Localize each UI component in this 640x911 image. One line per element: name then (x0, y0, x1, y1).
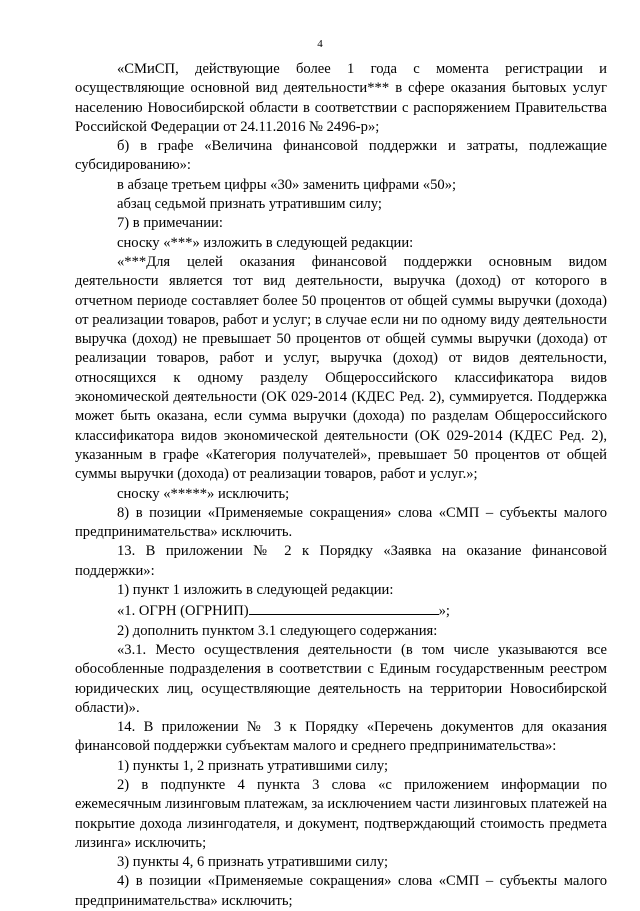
fill-in-blank (249, 600, 439, 615)
document-body (75, 60, 607, 911)
paragraph: 13. В приложении № 2 к Порядку «Заявка на оказание финансовой поддержки»: (75, 543, 607, 579)
paragraph-ogrn (75, 600, 607, 621)
paragraph: 2) в подпункте 4 пункта 3 слова «с приложением информации по ежемесячным лизинговым платежам, за исключением части лизинговых платежей на покрытие дохода лизингодателя, и документ, подтверждающий стоимость предмета лизинга» исключить; (75, 776, 607, 851)
ogrn-label: «1. ОГРН (ОГРНИП) (117, 603, 249, 620)
paragraph: 7) в примечании: (117, 215, 223, 232)
paragraph: 14. В приложении № 3 к Порядку «Перечень документов для оказания финансовой поддержки субъектам малого и среднего предпринимательства»: (75, 719, 607, 755)
paragraph: 3) пункты 4, 6 признать утратившими силу; (117, 854, 389, 871)
paragraph: 1) пункт 1 изложить в следующей редакции: (117, 582, 394, 599)
page-number: 4 (317, 38, 323, 50)
paragraph: абзац седьмой признать утратившим силу; (117, 196, 382, 213)
paragraph: сноску «***» изложить в следующей редакции: (117, 234, 414, 251)
paragraph: сноску «*****» исключить; (117, 485, 290, 502)
paragraph: 8) в позиции «Применяемые сокращения» слова «СМП – субъекты малого предпринимательства» исключить. (75, 504, 607, 541)
paragraph: «3.1. Место осуществления деятельности (в том числе указываются все обособленные подразделения в соответствии с Единым государственным реестром юридических лиц, осуществляющие деятельность на территории Новосибирской области)». (75, 641, 607, 716)
paragraph: «***Для целей оказания финансовой поддержки основным видом деятельности является тот вид деятельности, выручка (доход) от которого в отчетном периоде составляет более 50 процентов от общей суммы выручки (дохода) от реализации товаров, работ и услуг; в случае если ни по одному виду деятельности выручка (доход) не превышает 50 процентов от общей суммы выручки (дохода) от реализации товаров, работ и услуг, выручка (доход) от видов деятельности, относящихся к одному разделу Общероссийского классификатора видов экономической деятельности (ОК 029-2014 (КДЕС Ред. 2), суммируется. Поддержка может быть оказана, если сумма выручки (дохода) по разделам Общероссийского классификатора видов экономической деятельности (ОК 029-2014 (КДЕС Ред. 2), указанным в графе «Категория получателей», превышает 50 процентов от общей суммы выручки (дохода) от реализации товаров, работ и услуг.»; (75, 253, 607, 483)
paragraph: в абзаце третьем цифры «30» заменить цифрами «50»; (117, 176, 457, 193)
ogrn-closing: »; (438, 603, 450, 620)
paragraph: 2) дополнить пунктом 3.1 следующего содержания: (117, 622, 438, 639)
paragraph: 1) пункты 1, 2 признать утратившими силу; (117, 757, 389, 774)
paragraph: б) в графе «Величина финансовой поддержки и затраты, подлежащие субсидированию»: (75, 138, 607, 174)
paragraph: «СМиСП, действующие более 1 года с момента регистрации и осуществляющие основной вид деятельности*** в сфере оказания бытовых услуг населению Новосибирской области в соответствии с распоряжением Правительства Российской Федерации от 24.11.2016 № 2496-р»; (75, 61, 607, 135)
paragraph: 4) в позиции «Применяемые сокращения» слова «СМП – субъекты малого предпринимательства» исключить; (75, 873, 607, 909)
